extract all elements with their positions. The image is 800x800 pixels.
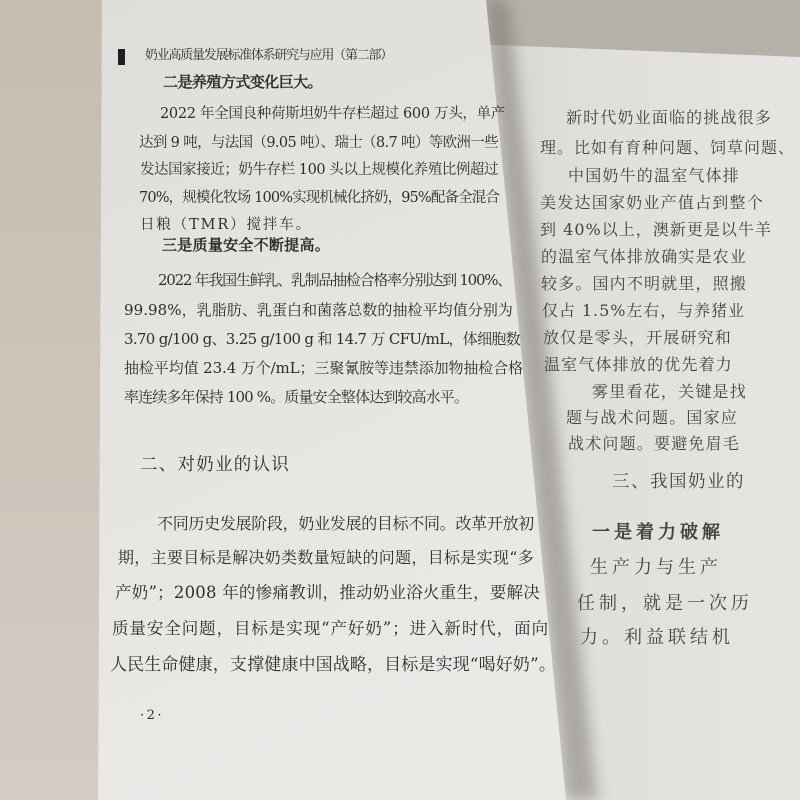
subheading-text: 一是着力破解 <box>592 522 724 543</box>
subheading-text: 二是养殖方式变化巨大。 <box>163 73 322 91</box>
body-line <box>540 220 772 241</box>
subheading-point-3 <box>162 236 330 256</box>
running-header <box>145 48 392 65</box>
body-line-text: 任制，就是一次历 <box>577 593 753 614</box>
body-line <box>577 592 753 615</box>
body-line-text: 的温室气体排放确实是农业 <box>541 247 747 266</box>
body-line-text: 战术问题。要避免眉毛 <box>568 434 740 453</box>
body-line <box>139 134 498 153</box>
body-line <box>540 193 764 214</box>
body-line-text: 日粮（TMR）搅拌车。 <box>140 217 312 233</box>
subheading-text: 三是质量安全不断提高。 <box>162 236 330 254</box>
body-line-text: 温室气体排放的优先着力 <box>544 355 733 374</box>
body-line <box>140 216 312 235</box>
body-line-text: 较多。国内不明就里，照搬 <box>541 274 747 293</box>
body-line <box>541 274 747 295</box>
section-heading-3 <box>612 471 745 494</box>
body-line <box>543 328 732 349</box>
body-line <box>158 271 511 291</box>
body-line <box>590 556 722 579</box>
body-line-text: 不同历史发展阶段，奶业发展的目标不同。改革开放初 <box>157 514 534 533</box>
body-line <box>160 105 505 124</box>
body-line <box>124 330 520 350</box>
body-line <box>139 189 499 208</box>
page-number <box>140 708 164 725</box>
section-heading-text: 三、我国奶业的 <box>612 472 745 492</box>
body-line <box>112 618 549 639</box>
body-line <box>541 247 747 268</box>
body-line <box>115 582 540 603</box>
body-line-text: 理。比如有育种问题、饲草问题、 <box>540 138 795 157</box>
body-line-text: 雾里看花，关键是找 <box>592 382 747 401</box>
body-line <box>592 382 747 403</box>
body-line-text: 力。利益联结机 <box>580 627 734 648</box>
body-line-text: 期，主要目标是解决奶类数量短缺的问题，目标是实现“多 <box>118 548 534 567</box>
body-line <box>566 108 772 129</box>
section-heading-2 <box>140 454 290 477</box>
left-background-area <box>0 0 104 800</box>
body-line <box>124 388 468 408</box>
running-header-marker <box>118 49 125 65</box>
body-line <box>568 166 740 187</box>
body-line <box>540 138 795 159</box>
body-line <box>542 301 745 322</box>
body-line <box>140 161 498 180</box>
body-line-text: 产奶”；2008 年的惨痛教训，推动奶业浴火重生，要解决 <box>115 583 540 602</box>
body-line <box>110 654 556 676</box>
page-number-text: ·2· <box>140 708 164 723</box>
body-line-text: 仅占 1.5%左右，与养猪业 <box>542 301 745 320</box>
body-line <box>544 355 733 376</box>
body-line-text: 中国奶牛的温室气体排 <box>568 166 740 185</box>
body-line-text: 发达国家接近；奶牛存栏 100 头以上规模化养殖比例超过 <box>140 162 498 178</box>
body-line-text: 率连续多年保持 100 %。质量安全整体达到较高水平。 <box>124 388 469 406</box>
body-line-text: 70%，规模化牧场 100%实现机械化挤奶，95%配备全混合 <box>139 190 499 206</box>
body-line-text: 到 40%以上，澳新更是以牛羊 <box>540 220 772 239</box>
body-line-text: 达到 9 吨，与法国（9.05 吨）、瑞士（8.7 吨）等欧洲一些 <box>139 135 498 151</box>
body-line-text: 美发达国家奶业产值占到整个 <box>540 193 764 212</box>
body-line <box>580 626 734 649</box>
body-line-text: 抽检平均值 23.4 万个/mL；三聚氰胺等违禁添加物抽检合格 <box>124 359 523 377</box>
running-header-text: 奶业高质量发展标准体系研究与应用（第二部） <box>145 48 392 63</box>
body-line-text: 3.70 g/100 g、3.25 g/100 g 和 14.7 万 CFU/mL，体细胞数 <box>124 330 520 348</box>
body-line <box>124 301 513 321</box>
body-line <box>157 514 534 535</box>
subheading-point-2 <box>163 73 322 93</box>
subheading-point-1 <box>592 521 724 544</box>
body-line-text: 质量安全问题，目标是实现“产好奶”；进入新时代，面向 <box>112 619 549 638</box>
body-line <box>124 359 523 379</box>
body-line-text: 生产力与生产 <box>590 557 722 578</box>
body-line-text: 2022 年全国良种荷斯坦奶牛存栏超过 600 万头，单产 <box>160 106 505 122</box>
section-heading-text: 二、对奶业的认识 <box>140 455 290 475</box>
body-line <box>568 434 740 455</box>
body-line-text: 放仅是零头，开展研究和 <box>543 328 732 347</box>
body-line-text: 99.98%，乳脂肪、乳蛋白和菌落总数的抽检平均值分别为 <box>124 301 513 319</box>
body-line-text: 2022 年我国生鲜乳、乳制品抽检合格率分别达到 100%、 <box>158 271 511 289</box>
body-line <box>118 548 534 569</box>
body-line-text: 新时代奶业面临的挑战很多 <box>566 108 772 127</box>
body-line <box>566 408 738 429</box>
body-line-text: 题与战术问题。国家应 <box>566 408 738 427</box>
body-line-text: 人民生命健康，支撑健康中国战略，目标是实现“喝好奶”。 <box>110 655 556 675</box>
